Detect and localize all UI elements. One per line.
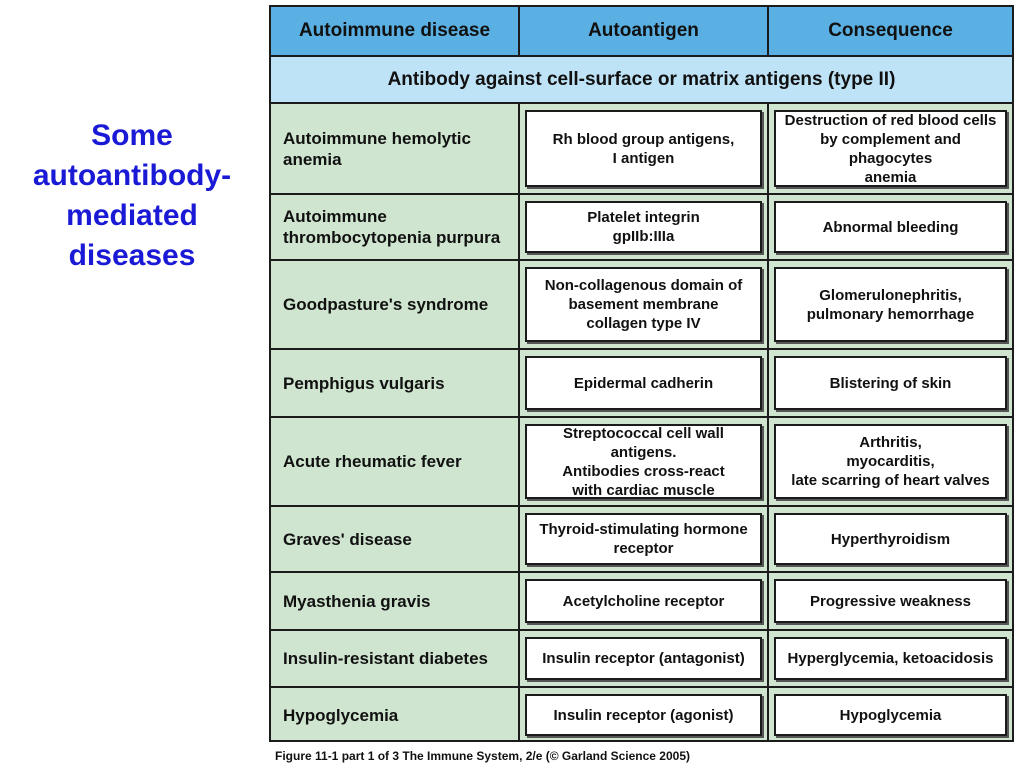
autoantigen-cell: Epidermal cadherin [525, 356, 762, 410]
table-row [271, 261, 1012, 350]
consequence-cell: Hyperthyroidism [774, 513, 1007, 565]
table-row [271, 507, 1012, 573]
consequence-cell: Destruction of red blood cells by complement and phagocytes anemia [774, 110, 1007, 187]
header-consequence: Consequence [828, 20, 953, 41]
disease-cell: Goodpasture's syndrome [271, 261, 520, 348]
disease-cell: Pemphigus vulgaris [271, 350, 520, 416]
disease-cell: Graves' disease [271, 507, 520, 571]
consequence-cell: Progressive weakness [774, 579, 1007, 623]
table-header-row [271, 7, 1012, 57]
header-autoantigen: Autoantigen [520, 7, 769, 55]
autoantigen-cell: Non-collagenous domain of basement membrane collagen type IV [525, 267, 762, 342]
table-row [271, 688, 1012, 742]
table-row [271, 195, 1012, 261]
table-subheader: Antibody against cell-surface or matrix antigens (type II) [271, 57, 1012, 104]
disease-table [269, 5, 1014, 742]
table-body [271, 104, 1012, 742]
disease-cell: Insulin-resistant diabetes [271, 631, 520, 686]
autoantigen-cell: Rh blood group antigens, I antigen [525, 110, 762, 187]
disease-cell: Acute rheumatic fever [271, 418, 520, 505]
table-row [271, 418, 1012, 507]
consequence-cell: Glomerulonephritis, pulmonary hemorrhage [774, 267, 1007, 342]
slide-title-line: mediated [66, 199, 198, 232]
disease-cell: Hypoglycemia [271, 688, 520, 742]
slide-title [10, 116, 254, 276]
figure-caption: Figure 11-1 part 1 of 3 The Immune System, 2/e (© Garland Science 2005) [275, 749, 690, 763]
autoantigen-cell: Platelet integrin gpIIb:IIIa [525, 201, 762, 253]
slide-title-line: Some [91, 119, 173, 152]
consequence-cell: Arthritis, myocarditis, late scarring of heart valves [774, 424, 1007, 499]
autoantigen-cell: Insulin receptor (agonist) [525, 694, 762, 736]
autoantigen-cell: Streptococcal cell wall antigens. Antibodies cross-react with cardiac muscle [525, 424, 762, 499]
autoantigen-cell: Acetylcholine receptor [525, 579, 762, 623]
table-row [271, 350, 1012, 418]
disease-cell: Autoimmune thrombocytopenia purpura [271, 195, 520, 259]
consequence-cell: Abnormal bleeding [774, 201, 1007, 253]
autoantigen-cell: Insulin receptor (antagonist) [525, 637, 762, 680]
slide-title-line: diseases [68, 239, 196, 272]
disease-cell: Myasthenia gravis [271, 573, 520, 629]
consequence-cell: Blistering of skin [774, 356, 1007, 410]
consequence-cell: Hypoglycemia [774, 694, 1007, 736]
autoantigen-cell: Thyroid-stimulating hormone receptor [525, 513, 762, 565]
header-autoimmune-disease: Autoimmune disease [271, 7, 520, 55]
slide-title-line: autoantibody- [32, 159, 232, 192]
table-row [271, 631, 1012, 688]
consequence-cell: Hyperglycemia, ketoacidosis [774, 637, 1007, 680]
disease-cell: Autoimmune hemolytic anemia [271, 104, 520, 193]
table-row [271, 573, 1012, 631]
table-row [271, 104, 1012, 195]
